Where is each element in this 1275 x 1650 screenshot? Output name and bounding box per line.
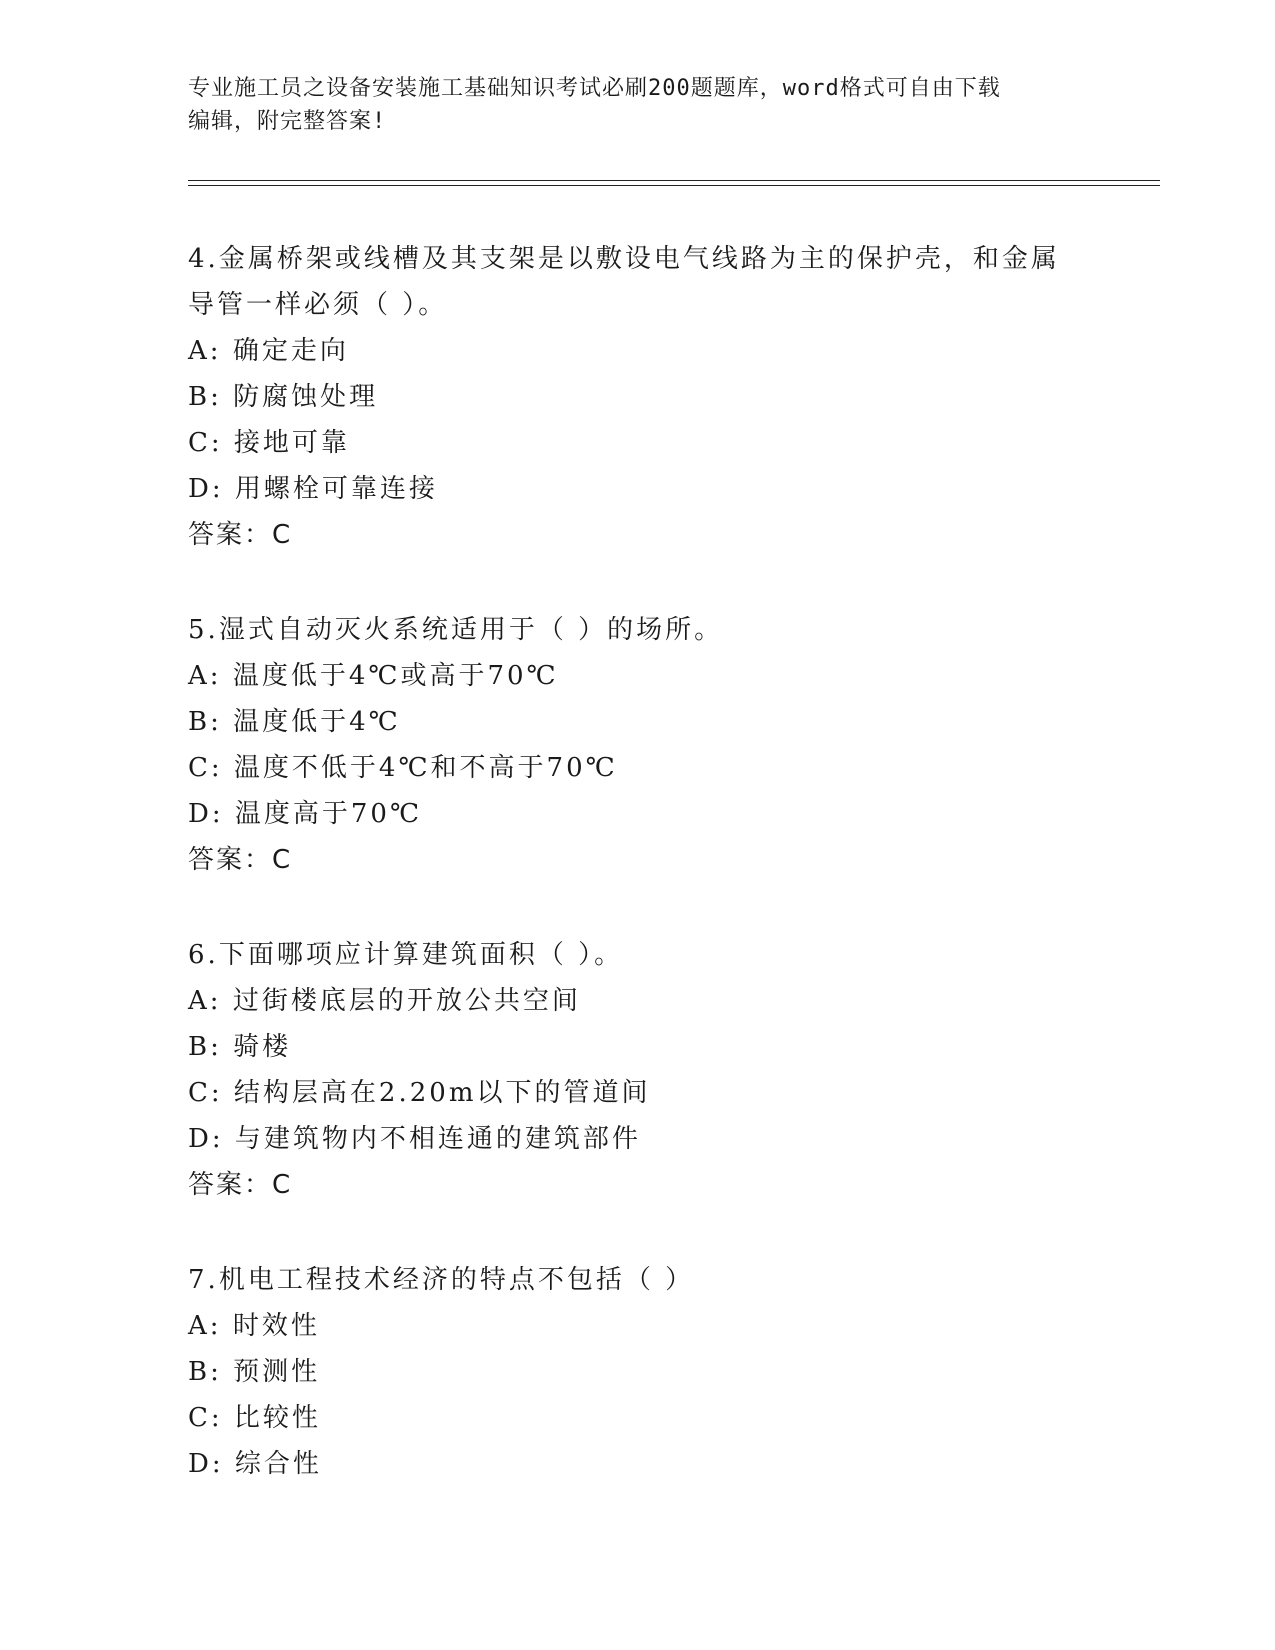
option-a <box>188 978 1088 1024</box>
question-4 <box>188 236 1088 558</box>
option-label: D: <box>188 799 224 829</box>
option-text: 结构层高在2.20m以下的管道间 <box>233 1078 651 1108</box>
option-text: 预测性 <box>233 1357 321 1387</box>
answer-line <box>188 1162 1088 1208</box>
option-text: 与建筑物内不相连通的建筑部件 <box>234 1124 641 1154</box>
option-label: A: <box>188 336 222 366</box>
option-text: 确定走向 <box>232 336 349 366</box>
option-text: 温度低于4℃或高于70℃ <box>232 661 559 691</box>
answer-label: 答案： <box>188 520 273 550</box>
option-b <box>188 699 1088 745</box>
option-a <box>188 1303 1088 1349</box>
header-line-1: 专业施工员之设备安装施工基础知识考试必刷200题题库，word格式可自由下载 <box>188 76 1001 101</box>
option-text: 综合性 <box>234 1449 322 1479</box>
document-header <box>188 72 1088 138</box>
option-c <box>188 1070 1088 1116</box>
option-label: C: <box>188 1403 223 1433</box>
option-text: 温度低于4℃ <box>233 707 401 737</box>
option-d <box>188 1116 1088 1162</box>
question-text-line-1: 下面哪项应计算建筑面积（ ）。 <box>218 940 624 970</box>
question-5 <box>188 607 1088 883</box>
option-c <box>188 420 1088 466</box>
question-number: 6. <box>188 940 219 970</box>
option-label: B: <box>188 1357 222 1387</box>
answer-line <box>188 512 1088 558</box>
option-b <box>188 1349 1088 1395</box>
question-text <box>188 607 1068 653</box>
header-divider-top <box>188 180 1160 181</box>
option-label: C: <box>188 1078 223 1108</box>
question-list <box>188 236 1088 1536</box>
option-label: B: <box>188 707 222 737</box>
answer-label: 答案： <box>188 845 273 875</box>
question-number: 4. <box>188 244 219 274</box>
option-text: 过街楼底层的开放公共空间 <box>232 986 581 1016</box>
option-text: 温度不低于4℃和不高于70℃ <box>233 753 618 783</box>
option-label: A: <box>188 986 222 1016</box>
header-line-2: 编辑，附完整答案! <box>188 109 387 134</box>
option-text: 防腐蚀处理 <box>233 382 379 412</box>
option-d <box>188 791 1088 837</box>
question-6 <box>188 932 1088 1208</box>
question-7 <box>188 1257 1088 1487</box>
question-text <box>188 1257 1068 1303</box>
option-label: D: <box>188 1449 224 1479</box>
option-b <box>188 374 1088 420</box>
option-label: C: <box>188 753 223 783</box>
question-text <box>188 932 1068 978</box>
question-text-line-1: 机电工程技术经济的特点不包括（ ） <box>218 1265 695 1295</box>
option-label: D: <box>188 1124 224 1154</box>
answer-value: C <box>272 520 293 550</box>
option-c <box>188 1395 1088 1441</box>
answer-value: C <box>272 1170 293 1200</box>
option-label: B: <box>188 1032 222 1062</box>
option-d <box>188 1441 1088 1487</box>
option-text: 时效性 <box>232 1311 320 1341</box>
option-label: B: <box>188 382 222 412</box>
option-a <box>188 653 1088 699</box>
question-text-line-1: 金属桥架或线槽及其支架是以敷设电气线路为主的保护壳，和金属 <box>218 244 1060 274</box>
option-label: A: <box>188 661 222 691</box>
option-text: 接地可靠 <box>233 428 350 458</box>
option-text: 骑楼 <box>233 1032 292 1062</box>
option-c <box>188 745 1088 791</box>
option-b <box>188 1024 1088 1070</box>
option-d <box>188 466 1088 512</box>
option-text: 用螺栓可靠连接 <box>234 474 438 504</box>
question-number: 7. <box>188 1265 219 1295</box>
option-text: 比较性 <box>233 1403 321 1433</box>
answer-label: 答案： <box>188 1170 273 1200</box>
option-label: D: <box>188 474 224 504</box>
option-text: 温度高于70℃ <box>234 799 423 829</box>
answer-line <box>188 837 1088 883</box>
question-number: 5. <box>188 615 219 645</box>
question-text-line-2: 导管一样必须（ ）。 <box>188 290 448 320</box>
question-text <box>188 236 1068 328</box>
question-text-line-1: 湿式自动灭火系统适用于（ ）的场所。 <box>218 615 724 645</box>
option-a <box>188 328 1088 374</box>
option-label: C: <box>188 428 223 458</box>
option-label: A: <box>188 1311 222 1341</box>
answer-value: C <box>272 845 293 875</box>
header-divider-bottom <box>188 185 1160 186</box>
